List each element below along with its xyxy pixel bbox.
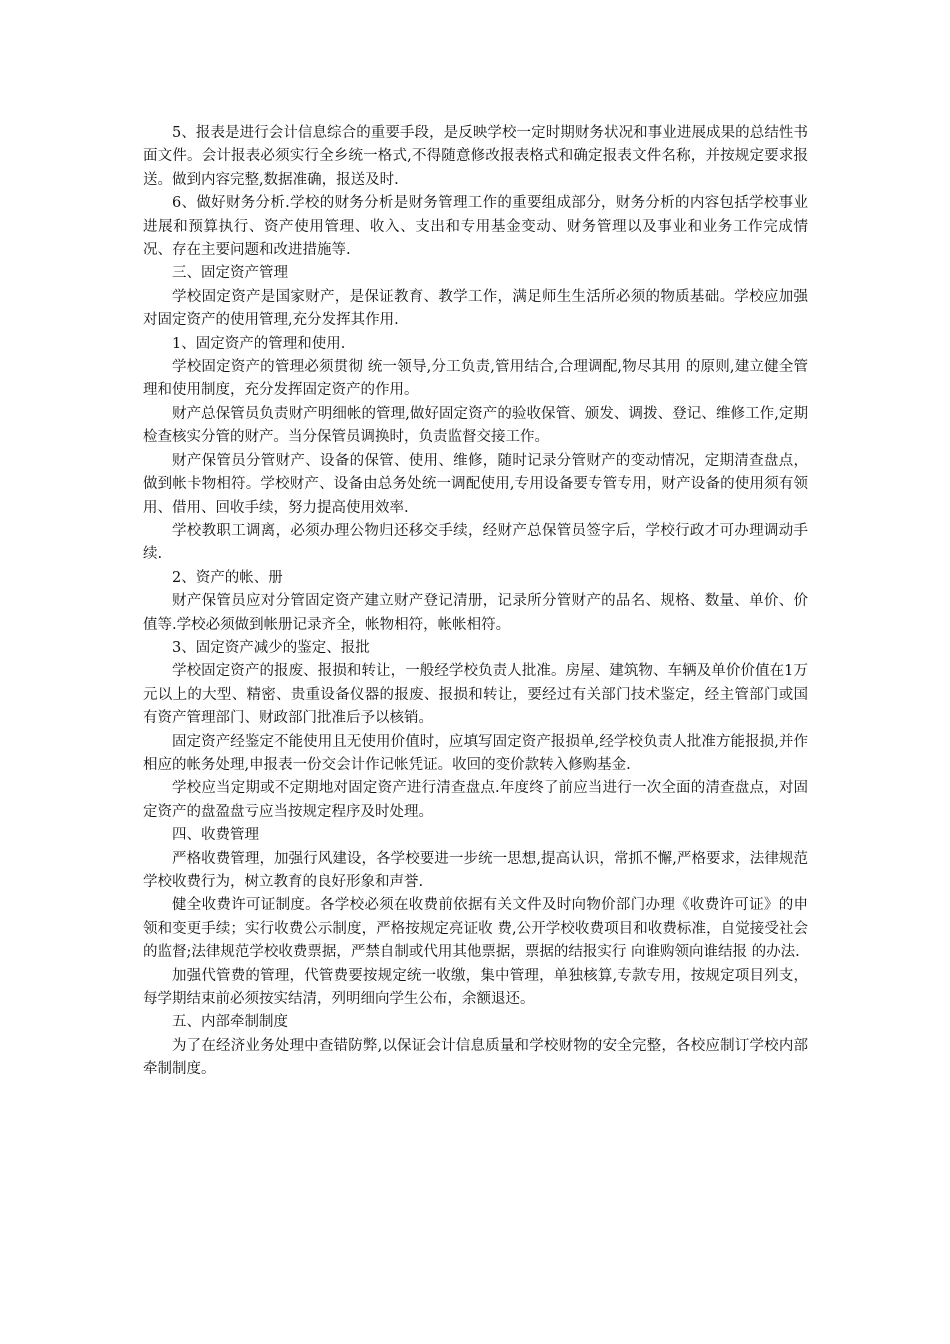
paragraph-strict-fee-management: 严格收费管理，加强行风建设，各学校要进一步统一思想,提高认识，常抓不懈,严格要求，法律规范学校收费行为，树立教育的良好形象和声誉.: [143, 850, 808, 890]
paragraph-custodian-duties: 财产保管员分管财产、设备的保管、使用、维修，随时记录分管财产的变动情况，定期清查盘点，做到帐卡物相符。学校财产、设备由总务处统一调配使用,专用设备要专管专用，财产设备的使用须有领用、借用、回收手续，努力提高使用效率.: [143, 452, 808, 516]
subheading-asset-accounts: 2、资产的帐、册: [172, 569, 283, 586]
paragraph-chief-custodian: 财产总保管员负责财产明细帐的管理,做好固定资产的验收保管、颁发、调拨、登记、维修工作,定期检查核实分管的财产。当分保管员调换时，负责监督交接工作。: [143, 405, 808, 446]
section-heading-internal-control: 五、内部牵制制度: [172, 1014, 288, 1031]
section-heading-fixed-assets: 三、固定资产管理: [172, 265, 288, 282]
paragraph-management-principle: 学校固定资产的管理必须贯彻 统一领导,分工负责,管用结合,合理调配,物尽其用 的原则,建立健全管理和使用制度，充分发挥固定资产的作用。: [143, 359, 808, 399]
paragraph-disposal-approval: 学校固定资产的报废、报损和转让，一般经学校负责人批准。房屋、建筑物、车辆及单价价值在1万元以上的大型、精密、贵重设备仪器的报废、报损和转让，要经过有关部门技术鉴定，经主管部门或国有资产管理部门、财政部门批准后予以核销。: [143, 663, 808, 727]
paragraph-custodial-fees: 加强代管费的管理，代管费要按规定统一收缴，集中管理，单独核算,专款专用，按规定项目列支，每学期结束前必须按实结清，列明细向学生公布，余额退还。: [143, 967, 808, 1008]
paragraph-report-forms: 5、报表是进行会计信息综合的重要手段，是反映学校一定时期财务状况和事业进展成果的总结性书面文件。会计报表必须实行全乡统一格式,不得随意修改报表格式和确定报表文件名称，并按规定要求报送。做到内容完整,数据准确，报送及时.: [143, 125, 808, 188]
paragraph-financial-analysis: 6、做好财务分析.学校的财务分析是财务管理工作的重要组成部分，财务分析的内容包括学校事业进展和预算执行、资产使用管理、收入、支出和专用基金变动、财务管理以及事业和业务工作完成情况、存在主要问题和改进措施等.: [143, 195, 808, 259]
subheading-asset-disposal: 3、固定资产减少的鉴定、报批: [172, 639, 370, 656]
paragraph-internal-control: 为了在经济业务处理中查错防弊,以保证会计信息质量和学校财物的安全完整，各校应制订学校内部牵制制度。: [143, 1037, 808, 1078]
paragraph-staff-transfer: 学校教职工调离，必须办理公物归还移交手续，经财产总保管员签字后，学校行政才可办理调动手续.: [143, 522, 808, 563]
document-body: [143, 122, 808, 1082]
subheading-asset-management-use: 1、固定资产的管理和使用.: [172, 335, 346, 352]
paragraph-loss-report: 固定资产经鉴定不能使用且无使用价值时，应填写固定资产报损单,经学校负责人批准方能报损,并作相应的帐务处理,申报表一份交会计作记帐凭证。收回的变价款转入修购基金.: [143, 733, 808, 773]
paragraph-fixed-assets-intro: 学校固定资产是国家财产，是保证教育、教学工作，满足师生生活所必须的物质基础。学校应加强对固定资产的使用管理,充分发挥其作用.: [143, 288, 808, 329]
paragraph-asset-register: 财产保管员应对分管固定资产建立财产登记清册，记录所分管财产的品名、规格、数量、单价、价值等.学校必须做到帐册记录齐全，帐物相符，帐帐相符。: [143, 593, 808, 633]
paragraph-fee-license: 健全收费许可证制度。各学校必须在收费前依据有关文件及时向物价部门办理《收费许可证》的申领和变更手续；实行收费公示制度，严格按规定亮证收 费,公开学校收费项目和收费标准，自觉接受社会的监督;法律规范学校收费票据，严禁自制或代用其他票据，票据的结报实行 向谁购领向谁结报 的办法.: [143, 897, 808, 961]
paragraph-inventory-check: 学校应当定期或不定期地对固定资产进行清查盘点.年度终了前应当进行一次全面的清查盘点，对固定资产的盘盈盘亏应当按规定程序及时处理。: [143, 780, 808, 820]
section-heading-fee-management: 四、收费管理: [172, 827, 259, 844]
